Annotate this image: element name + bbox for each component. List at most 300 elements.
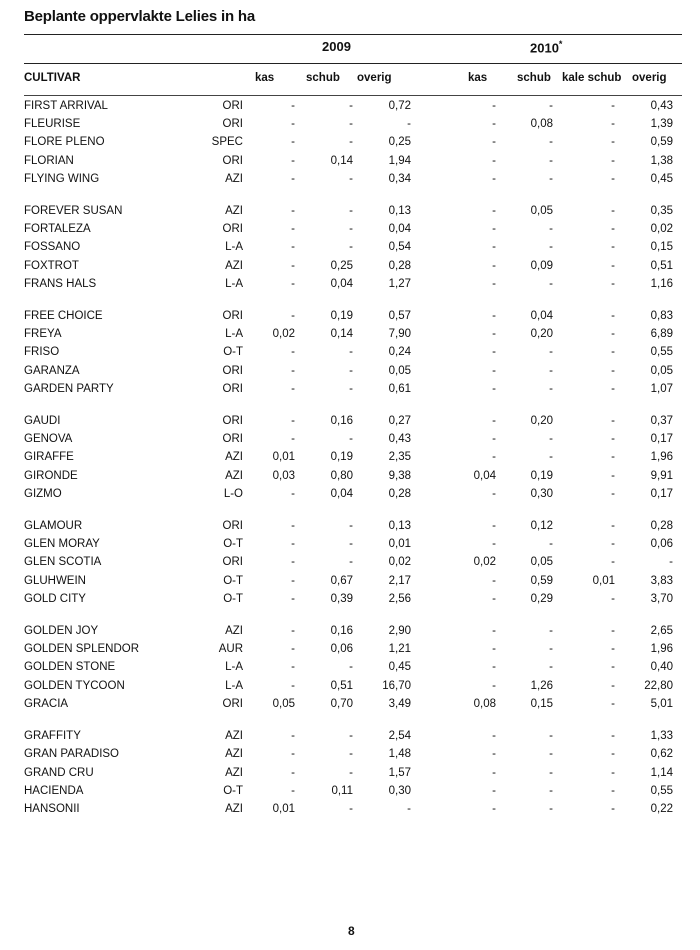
- kas-2010-cell: -: [492, 433, 496, 446]
- kas-2010-cell: -: [492, 784, 496, 797]
- kas-2010-cell: 0,04: [473, 469, 496, 482]
- kas-2010-cell: -: [492, 748, 496, 761]
- cultivar-type-cell: L-A: [225, 661, 243, 674]
- schub-2010-cell: -: [549, 802, 553, 815]
- cultivar-name-cell: GOLDEN STONE: [24, 661, 116, 674]
- cultivar-type-cell: ORI: [222, 118, 243, 131]
- cultivar-name-cell: GRAFFITY: [24, 730, 81, 743]
- schub-2010-cell: -: [549, 538, 553, 551]
- schub-2009-cell: -: [349, 538, 353, 551]
- overig-2010-cell: -: [669, 556, 673, 569]
- cultivar-type-cell: AZI: [225, 625, 243, 638]
- cultivar-type-cell: ORI: [222, 382, 243, 395]
- overig-2009-cell: 0,28: [388, 487, 411, 500]
- overig-2010-cell: 1,96: [650, 451, 673, 464]
- cultivar-type-cell: O-T: [223, 784, 243, 797]
- kas-2010-cell: -: [492, 415, 496, 428]
- cultivar-name-cell: GLAMOUR: [24, 520, 83, 533]
- cultivar-name-cell: FREYA: [24, 328, 62, 341]
- cultivar-type-cell: O-T: [223, 574, 243, 587]
- overig-2009-cell: 0,28: [388, 259, 411, 272]
- overig-2010-cell: 1,07: [650, 382, 673, 395]
- kas-2010-cell: -: [492, 802, 496, 815]
- overig-2009-cell: -: [407, 118, 411, 131]
- year-2010-label: 2010: [530, 40, 559, 56]
- cultivar-type-cell: ORI: [222, 100, 243, 112]
- cultivar-type-cell: O-T: [223, 538, 243, 551]
- overig-2010-cell: 1,38: [650, 154, 673, 167]
- page-title: Beplante oppervlakte Lelies in ha: [24, 8, 255, 25]
- kale-schub-2010-cell: -: [611, 469, 615, 482]
- overig-2009-cell: 2,35: [388, 451, 411, 464]
- cultivar-name-cell: GARDEN PARTY: [24, 382, 114, 395]
- cultivar-name-cell: FLORE PLENO: [24, 136, 105, 149]
- kas-2009-cell: -: [291, 382, 295, 395]
- cultivar-name-cell: GIRONDE: [24, 469, 78, 482]
- schub-2009-cell: -: [349, 802, 353, 815]
- kas-2010-cell: -: [492, 277, 496, 290]
- kas-2009-cell: -: [291, 748, 295, 761]
- cultivar-type-cell: AZI: [225, 802, 243, 815]
- table-row: [24, 448, 673, 466]
- schub-2009-cell: 0,16: [330, 415, 353, 428]
- group-spacer: [24, 608, 673, 622]
- schub-2010-cell: 0,30: [530, 487, 553, 500]
- kas-2010-cell: -: [492, 625, 496, 638]
- schub-2010-cell: 0,20: [530, 328, 553, 341]
- kale-schub-2010-cell: -: [611, 748, 615, 761]
- overig-2009-cell: -: [407, 802, 411, 815]
- schub-2009-cell: -: [349, 556, 353, 569]
- kas-2009-cell: -: [291, 259, 295, 272]
- overig-2010-cell: 3,70: [650, 592, 673, 605]
- overig-2010-cell: 2,65: [650, 625, 673, 638]
- kale-schub-2010-cell: -: [611, 136, 615, 149]
- column-header-schub-2010: schub: [517, 72, 551, 84]
- overig-2009-cell: 0,34: [388, 172, 411, 185]
- table-row: [24, 430, 673, 448]
- kas-2009-cell: -: [291, 100, 295, 112]
- schub-2009-cell: 0,70: [330, 697, 353, 710]
- schub-2010-cell: -: [549, 433, 553, 446]
- schub-2010-cell: -: [549, 241, 553, 254]
- kas-2010-cell: -: [492, 766, 496, 779]
- schub-2010-cell: 0,20: [530, 415, 553, 428]
- kas-2009-cell: 0,02: [272, 328, 295, 341]
- schub-2010-cell: 1,26: [530, 679, 553, 692]
- kas-2009-cell: -: [291, 433, 295, 446]
- cultivar-type-cell: AZI: [225, 730, 243, 743]
- schub-2009-cell: 0,14: [330, 154, 353, 167]
- overig-2009-cell: 2,90: [388, 625, 411, 638]
- table-row: [24, 412, 673, 430]
- cultivar-type-cell: ORI: [222, 697, 243, 710]
- schub-2009-cell: 0,67: [330, 574, 353, 587]
- overig-2010-cell: 22,80: [644, 679, 673, 692]
- kale-schub-2010-cell: -: [611, 487, 615, 500]
- overig-2010-cell: 0,05: [650, 364, 673, 377]
- overig-2010-cell: 0,06: [650, 538, 673, 551]
- schub-2009-cell: 0,16: [330, 625, 353, 638]
- column-header-overig-2010: overig: [632, 72, 667, 84]
- schub-2010-cell: -: [549, 136, 553, 149]
- table-row: [24, 343, 673, 361]
- kas-2010-cell: -: [492, 259, 496, 272]
- table-row: [24, 275, 673, 293]
- overig-2010-cell: 0,35: [650, 205, 673, 218]
- schub-2009-cell: 0,06: [330, 643, 353, 656]
- overig-2009-cell: 9,38: [388, 469, 411, 482]
- kas-2010-cell: -: [492, 328, 496, 341]
- kale-schub-2010-cell: -: [611, 520, 615, 533]
- cultivar-name-cell: GLEN MORAY: [24, 538, 100, 551]
- cultivar-type-cell: O-T: [223, 592, 243, 605]
- kas-2009-cell: -: [291, 118, 295, 131]
- kas-2010-cell: -: [492, 223, 496, 236]
- cultivar-name-cell: FIRST ARRIVAL: [24, 100, 108, 112]
- cultivar-name-cell: GOLDEN SPLENDOR: [24, 643, 140, 656]
- schub-2009-cell: 0,14: [330, 328, 353, 341]
- page-number: 8: [348, 924, 355, 938]
- cultivar-name-cell: GLEN SCOTIA: [24, 556, 102, 569]
- overig-2009-cell: 16,70: [382, 679, 411, 692]
- table-row: [24, 202, 673, 220]
- overig-2009-cell: 1,57: [388, 766, 411, 779]
- kas-2009-cell: -: [291, 766, 295, 779]
- kas-2009-cell: -: [291, 223, 295, 236]
- schub-2009-cell: -: [349, 433, 353, 446]
- overig-2009-cell: 0,02: [388, 556, 411, 569]
- group-spacer-cell: [24, 398, 673, 412]
- overig-2009-cell: 2,17: [388, 574, 411, 587]
- cultivar-type-cell: ORI: [222, 223, 243, 236]
- schub-2010-cell: 0,29: [530, 592, 553, 605]
- schub-2009-cell: -: [349, 520, 353, 533]
- schub-2010-cell: 0,08: [530, 118, 553, 131]
- kas-2010-cell: -: [492, 100, 496, 112]
- group-spacer: [24, 503, 673, 517]
- overig-2010-cell: 1,14: [650, 766, 673, 779]
- overig-2010-cell: 1,96: [650, 643, 673, 656]
- kas-2009-cell: 0,03: [272, 469, 295, 482]
- cultivar-type-cell: AZI: [225, 172, 243, 185]
- cultivar-type-cell: AZI: [225, 766, 243, 779]
- overig-2009-cell: 0,04: [388, 223, 411, 236]
- cultivar-type-cell: L-A: [225, 679, 243, 692]
- kas-2009-cell: -: [291, 592, 295, 605]
- table-row: [24, 257, 673, 275]
- overig-2009-cell: 0,45: [388, 661, 411, 674]
- cultivar-name-cell: GOLDEN TYCOON: [24, 679, 125, 692]
- overig-2009-cell: 0,30: [388, 784, 411, 797]
- table-row: [24, 380, 673, 398]
- kas-2010-cell: -: [492, 643, 496, 656]
- cultivar-name-cell: GIRAFFE: [24, 451, 74, 464]
- cultivar-name-cell: HANSONII: [24, 802, 80, 815]
- table-row: [24, 764, 673, 782]
- overig-2009-cell: 1,21: [388, 643, 411, 656]
- overig-2010-cell: 0,55: [650, 784, 673, 797]
- kale-schub-2010-cell: -: [611, 223, 615, 236]
- kas-2009-cell: -: [291, 730, 295, 743]
- table-row: [24, 152, 673, 170]
- overig-2009-cell: 0,43: [388, 433, 411, 446]
- schub-2010-cell: -: [549, 223, 553, 236]
- overig-2009-cell: 2,56: [388, 592, 411, 605]
- overig-2010-cell: 0,43: [650, 100, 673, 112]
- kale-schub-2010-cell: -: [611, 100, 615, 112]
- cultivar-type-cell: L-O: [223, 487, 243, 500]
- table-row: [24, 220, 673, 238]
- schub-2010-cell: -: [549, 346, 553, 359]
- schub-2010-cell: 0,09: [530, 259, 553, 272]
- table-row: [24, 97, 673, 115]
- schub-2009-cell: 0,25: [330, 259, 353, 272]
- kas-2009-cell: -: [291, 574, 295, 587]
- kas-2010-cell: -: [492, 679, 496, 692]
- column-header-schub-2009: schub: [306, 72, 340, 84]
- schub-2010-cell: -: [549, 364, 553, 377]
- kale-schub-2010-cell: -: [611, 451, 615, 464]
- overig-2010-cell: 0,02: [650, 223, 673, 236]
- overig-2009-cell: 0,13: [388, 205, 411, 218]
- table-row: [24, 325, 673, 343]
- cultivar-name-cell: GLUHWEIN: [24, 574, 86, 587]
- cultivar-name-cell: FLEURISE: [24, 118, 81, 131]
- kas-2009-cell: -: [291, 487, 295, 500]
- schub-2010-cell: 0,05: [530, 205, 553, 218]
- table-row: [24, 307, 673, 325]
- cultivar-name-cell: GRACIA: [24, 697, 69, 710]
- kas-2009-cell: -: [291, 310, 295, 323]
- table-row: [24, 238, 673, 256]
- cultivar-name-cell: HACIENDA: [24, 784, 84, 797]
- kale-schub-2010-cell: -: [611, 241, 615, 254]
- overig-2009-cell: 1,48: [388, 748, 411, 761]
- schub-2009-cell: -: [349, 748, 353, 761]
- kas-2010-cell: -: [492, 487, 496, 500]
- overig-2010-cell: 0,17: [650, 487, 673, 500]
- kale-schub-2010-cell: -: [611, 556, 615, 569]
- kas-2010-cell: -: [492, 310, 496, 323]
- table-row: [24, 745, 673, 763]
- table-row: [24, 640, 673, 658]
- kas-2010-cell: 0,02: [473, 556, 496, 569]
- kale-schub-2010-cell: -: [611, 118, 615, 131]
- cultivar-name-cell: FLYING WING: [24, 172, 100, 185]
- schub-2010-cell: -: [549, 661, 553, 674]
- kale-schub-2010-cell: -: [611, 328, 615, 341]
- overig-2010-cell: 0,37: [650, 415, 673, 428]
- kas-2009-cell: -: [291, 241, 295, 254]
- cultivar-name-cell: GOLD CITY: [24, 592, 86, 605]
- table-row: [24, 695, 673, 713]
- group-spacer: [24, 188, 673, 202]
- kas-2009-cell: -: [291, 154, 295, 167]
- group-spacer-cell: [24, 713, 673, 727]
- kas-2010-cell: -: [492, 382, 496, 395]
- cultivar-type-cell: AZI: [225, 469, 243, 482]
- kas-2009-cell: -: [291, 784, 295, 797]
- kas-2010-cell: -: [492, 118, 496, 131]
- kas-2010-cell: -: [492, 154, 496, 167]
- overig-2010-cell: 0,15: [650, 241, 673, 254]
- overig-2009-cell: 0,25: [388, 136, 411, 149]
- kale-schub-2010-cell: -: [611, 433, 615, 446]
- cultivar-type-cell: ORI: [222, 433, 243, 446]
- table-row: [24, 658, 673, 676]
- schub-2009-cell: -: [349, 118, 353, 131]
- cultivar-name-cell: FOXTROT: [24, 259, 79, 272]
- overig-2009-cell: 1,94: [388, 154, 411, 167]
- table-row: [24, 535, 673, 553]
- kas-2010-cell: -: [492, 241, 496, 254]
- kas-2009-cell: -: [291, 661, 295, 674]
- kale-schub-2010-cell: -: [611, 364, 615, 377]
- overig-2009-cell: 0,54: [388, 241, 411, 254]
- overig-2010-cell: 0,40: [650, 661, 673, 674]
- overig-2010-cell: 1,39: [650, 118, 673, 131]
- kas-2009-cell: -: [291, 277, 295, 290]
- kale-schub-2010-cell: -: [611, 802, 615, 815]
- overig-2009-cell: 3,49: [388, 697, 411, 710]
- table-row: [24, 133, 673, 151]
- overig-2009-cell: 0,24: [388, 346, 411, 359]
- column-header-overig-2009: overig: [357, 72, 392, 84]
- column-header-kas-2010: kas: [468, 72, 488, 84]
- kas-2009-cell: -: [291, 136, 295, 149]
- table-row: [24, 115, 673, 133]
- overig-2009-cell: 7,90: [388, 328, 411, 341]
- overig-2010-cell: 0,62: [650, 748, 673, 761]
- overig-2009-cell: 1,27: [388, 277, 411, 290]
- schub-2009-cell: 0,51: [330, 679, 353, 692]
- overig-2010-cell: 0,83: [650, 310, 673, 323]
- kale-schub-2010-cell: -: [611, 205, 615, 218]
- overig-2009-cell: 0,72: [388, 100, 411, 112]
- kale-schub-2010-cell: -: [611, 154, 615, 167]
- kale-schub-2010-cell: -: [611, 277, 615, 290]
- schub-2010-cell: -: [549, 451, 553, 464]
- kas-2009-cell: -: [291, 643, 295, 656]
- cultivar-type-cell: AZI: [225, 205, 243, 218]
- kale-schub-2010-cell: -: [611, 172, 615, 185]
- kale-schub-2010-cell: -: [611, 661, 615, 674]
- schub-2009-cell: 0,39: [330, 592, 353, 605]
- kas-2010-cell: -: [492, 730, 496, 743]
- schub-2009-cell: -: [349, 346, 353, 359]
- kale-schub-2010-cell: -: [611, 730, 615, 743]
- overig-2010-cell: 1,33: [650, 730, 673, 743]
- kas-2009-cell: -: [291, 520, 295, 533]
- kale-schub-2010-cell: -: [611, 538, 615, 551]
- table-row: [24, 800, 673, 818]
- table-row: [24, 677, 673, 695]
- schub-2010-cell: -: [549, 277, 553, 290]
- cultivar-table-body: [24, 97, 673, 818]
- group-spacer-cell: [24, 188, 673, 202]
- kas-2009-cell: -: [291, 346, 295, 359]
- cultivar-type-cell: ORI: [222, 154, 243, 167]
- schub-2009-cell: -: [349, 382, 353, 395]
- schub-2009-cell: -: [349, 766, 353, 779]
- schub-2009-cell: -: [349, 661, 353, 674]
- cultivar-name-cell: FREE CHOICE: [24, 310, 103, 323]
- kas-2010-cell: 0,08: [473, 697, 496, 710]
- overig-2009-cell: 0,61: [388, 382, 411, 395]
- kale-schub-2010-cell: -: [611, 259, 615, 272]
- year-2009-header: 2009: [322, 39, 351, 54]
- schub-2010-cell: -: [549, 172, 553, 185]
- table-row: [24, 590, 673, 608]
- schub-2010-cell: -: [549, 784, 553, 797]
- kale-schub-2010-cell: -: [611, 592, 615, 605]
- kale-schub-2010-cell: -: [611, 382, 615, 395]
- cultivar-type-cell: AZI: [225, 259, 243, 272]
- cultivar-type-cell: ORI: [222, 310, 243, 323]
- overig-2009-cell: 0,27: [388, 415, 411, 428]
- kas-2010-cell: -: [492, 538, 496, 551]
- year-2010-header: [530, 39, 562, 55]
- overig-2010-cell: 0,45: [650, 172, 673, 185]
- schub-2010-cell: 0,05: [530, 556, 553, 569]
- table-row: [24, 170, 673, 188]
- overig-2009-cell: 0,13: [388, 520, 411, 533]
- cultivar-name-cell: GRAND CRU: [24, 766, 94, 779]
- cultivar-name-cell: GAUDI: [24, 415, 61, 428]
- kale-schub-2010-cell: -: [611, 643, 615, 656]
- kas-2010-cell: -: [492, 136, 496, 149]
- cultivar-type-cell: AZI: [225, 451, 243, 464]
- kas-2009-cell: -: [291, 415, 295, 428]
- cultivar-name-cell: FORTALEZA: [24, 223, 91, 236]
- kas-2010-cell: -: [492, 520, 496, 533]
- cultivar-type-cell: SPEC: [211, 136, 243, 149]
- cultivar-table: [24, 97, 673, 818]
- schub-2010-cell: -: [549, 625, 553, 638]
- schub-2009-cell: 0,11: [331, 784, 353, 797]
- cultivar-name-cell: GOLDEN JOY: [24, 625, 99, 638]
- cultivar-type-cell: L-A: [225, 241, 243, 254]
- overig-2010-cell: 5,01: [650, 697, 673, 710]
- kale-schub-2010-cell: 0,01: [592, 574, 615, 587]
- overig-2010-cell: 0,28: [650, 520, 673, 533]
- schub-2010-cell: -: [549, 100, 553, 112]
- cultivar-name-cell: FRANS HALS: [24, 277, 97, 290]
- overig-2010-cell: 0,55: [650, 346, 673, 359]
- overig-2010-cell: 0,51: [650, 259, 673, 272]
- column-header-cultivar: CULTIVAR: [24, 72, 81, 84]
- cultivar-type-cell: L-A: [225, 277, 243, 290]
- kas-2010-cell: -: [492, 451, 496, 464]
- schub-2009-cell: 0,04: [330, 487, 353, 500]
- table-row: [24, 622, 673, 640]
- schub-2010-cell: -: [549, 766, 553, 779]
- overig-2009-cell: 0,05: [388, 364, 411, 377]
- cultivar-type-cell: AUR: [218, 643, 243, 656]
- cultivar-type-cell: ORI: [222, 364, 243, 377]
- overig-2010-cell: 0,22: [650, 802, 673, 815]
- overig-2010-cell: 9,91: [650, 469, 673, 482]
- kale-schub-2010-cell: -: [611, 784, 615, 797]
- table-row: [24, 553, 673, 571]
- column-header-kale-schub-2010: kale schub: [562, 72, 622, 84]
- group-spacer-cell: [24, 608, 673, 622]
- group-spacer: [24, 293, 673, 307]
- schub-2009-cell: -: [349, 136, 353, 149]
- kas-2009-cell: -: [291, 625, 295, 638]
- kas-2010-cell: -: [492, 661, 496, 674]
